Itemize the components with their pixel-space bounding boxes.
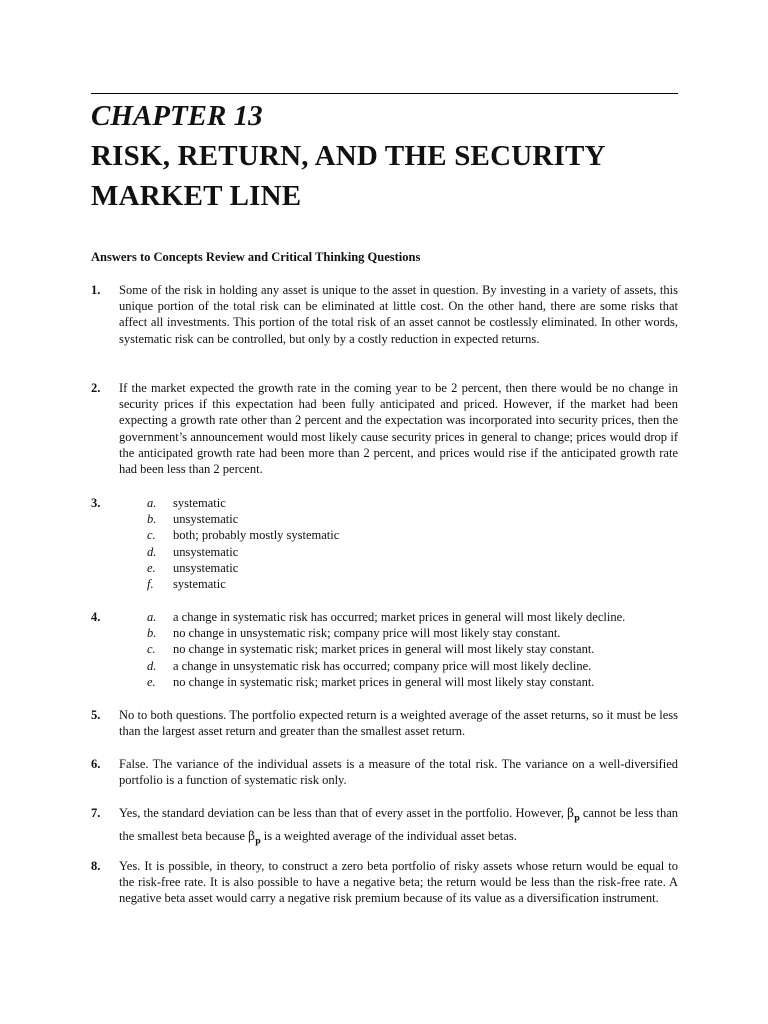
answer-text: Yes. It is possible, in theory, to construct a zero beta portfolio of risky assets whose return would be equal to the risk-free rate. It is also possible to have a negative beta; the return would be less than the risk-free rate. A negative beta asset would carry a negative risk premium because of its value as a diversification instrument. <box>119 859 678 906</box>
question-number: 2. <box>91 381 101 395</box>
item-letter: a. <box>147 496 157 510</box>
chapter-title-line: RISK, RETURN, AND THE SECURITY <box>91 140 606 172</box>
question-4 <box>91 609 678 690</box>
answer-list <box>147 609 678 690</box>
beta-p-symbol <box>567 806 580 823</box>
beta-subscript: p <box>574 812 580 823</box>
chapter-title-line: MARKET LINE <box>91 180 302 212</box>
list-item <box>147 625 678 641</box>
list-item <box>147 495 678 511</box>
list-item <box>147 641 678 657</box>
question-1 <box>91 282 678 347</box>
question-3 <box>91 495 678 592</box>
item-letter: e. <box>147 560 156 575</box>
question-number: 5. <box>91 708 101 722</box>
answer-text-part: Yes, the standard deviation can be less than that of every asset in the portfolio. However, <box>119 806 568 820</box>
question-number: 1. <box>91 283 101 297</box>
section-subtitle: Answers to Concepts Review and Critical Thinking Questions <box>91 250 421 264</box>
item-text: a change in unsystematic risk has occurred; company price will most likely decline. <box>173 658 592 673</box>
item-letter: c. <box>147 642 156 657</box>
item-letter: d. <box>147 658 157 673</box>
item-text: a change in systematic risk has occurred; market prices in general will most likely decline. <box>173 610 626 624</box>
list-item <box>147 511 678 527</box>
item-text: unsystematic <box>173 560 239 575</box>
question-number: 8. <box>91 859 101 873</box>
answer-list <box>147 495 678 592</box>
item-text: no change in systematic risk; market prices in general will most likely stay constant. <box>173 642 595 657</box>
answer-text: No to both questions. The portfolio expected return is a weighted average of the asset returns, so it must be less than the largest asset return and greater than the smallest asset return. <box>119 708 678 739</box>
item-letter: c. <box>147 528 156 543</box>
item-letter: e. <box>147 674 156 689</box>
answer-text: Some of the risk in holding any asset is unique to the asset in question. By investing in a variety of assets, this unique portion of the total risk can be eliminated at little cost. On the other hand, there are some risks that affect all investments. This portion of the total risk of an asset cannot be costlessly eliminated. In other words, systematic risk can be controlled, but only by a costly reduction in expected returns. <box>119 283 678 346</box>
list-item <box>147 527 678 543</box>
item-text: unsystematic <box>173 512 239 527</box>
answer-text <box>119 804 678 851</box>
question-5 <box>91 707 678 739</box>
item-text: systematic <box>173 496 226 510</box>
question-number: 4. <box>91 610 101 624</box>
item-text: both; probably mostly systematic <box>173 528 340 543</box>
chapter-title <box>91 136 606 216</box>
list-item <box>147 544 678 560</box>
item-text: no change in unsystematic risk; company price will most likely stay constant. <box>173 626 561 641</box>
list-item <box>147 609 678 625</box>
item-text: no change in systematic risk; market prices in general will most likely stay constant. <box>173 674 595 689</box>
question-number: 6. <box>91 757 101 771</box>
answer-text: If the market expected the growth rate in the coming year to be 2 percent, then there would be no change in security prices if this expectation had been fully anticipated and priced. However, if the market had been expecting a growth rate other than 2 percent and the expectation was incorporated into security prices, then the government’s announcement would most likely cause security prices in general to change; prices would drop if the anticipated growth rate had been more than 2 percent, and prices would rise if the anticipated growth rate had been less than 2 percent. <box>119 381 678 477</box>
top-rule <box>91 93 678 94</box>
chapter-heading: CHAPTER 13 <box>91 100 263 132</box>
answer-text-part: cannot be less than the smallest beta because <box>119 806 679 844</box>
answer-text-part: is a weighted average of the individual asset betas. <box>260 829 517 844</box>
list-item <box>147 658 678 674</box>
question-number: 3. <box>91 496 101 510</box>
item-letter: d. <box>147 544 157 559</box>
question-6 <box>91 756 678 788</box>
answer-text: False. The variance of the individual assets is a measure of the total risk. The variance on a well-diversified portfolio is a function of systematic risk only. <box>119 757 678 788</box>
item-letter: a. <box>147 610 157 624</box>
beta-subscript: p <box>255 835 261 846</box>
question-7 <box>91 804 678 851</box>
item-letter: b. <box>147 626 157 641</box>
item-text: systematic <box>173 577 226 592</box>
beta-symbol: β <box>248 829 256 844</box>
item-letter: f. <box>147 577 154 592</box>
question-2 <box>91 380 678 477</box>
item-text: unsystematic <box>173 544 239 559</box>
list-item <box>147 674 678 690</box>
question-8 <box>91 858 678 907</box>
list-item <box>147 560 678 576</box>
beta-p-symbol <box>248 829 261 846</box>
beta-symbol: β <box>567 806 575 820</box>
item-letter: b. <box>147 512 157 527</box>
question-number: 7. <box>91 806 101 820</box>
list-item <box>147 576 678 592</box>
